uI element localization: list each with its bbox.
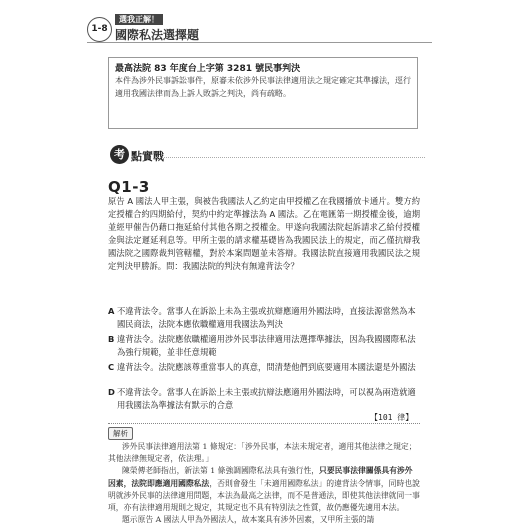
question-number: Q1-3	[108, 178, 150, 196]
chapter-title: 國際私法選擇題	[115, 28, 200, 42]
section-heading: 點實戰	[131, 150, 164, 163]
explanation-paragraph-1: 涉外民事法律適用法第 1 條規定：「涉外民事，本法未規定者，適用其他法律之規定；其他法律無規定者，依法理。」	[108, 442, 417, 464]
explanation-divider	[108, 423, 420, 424]
answer-source: 【101 律】	[370, 413, 414, 422]
case-title: 最高法院 83 年度台上字第 3281 號民事判決	[115, 64, 301, 74]
option-letter: D	[108, 387, 115, 397]
option-text: 不違背法令。當事人在訴訟上未主張或抗辯法應適用外國法時，可以視為兩造就適用我國法為準據法有默示的合意	[117, 387, 416, 410]
section-divider	[155, 157, 425, 158]
exam-icon: 考	[110, 145, 129, 164]
title-divider	[87, 42, 432, 43]
explanation-text: ，否則會發生「未適用國際私法」的違背法令情事，同時也說明就涉外民事的法律適用問題，本法為最高之法律，而不是普通法，即使其他法律就同一事項，亦有法律適用規則之規定，其規定也不具有特別法之性質，故仍應優先適用本法。	[108, 478, 420, 513]
explanation-paragraph-3: 題示原告 A 國法人甲為外國法人，故本案具有涉外因素，又甲所主張的請	[122, 515, 375, 525]
option-d	[108, 386, 420, 412]
case-body: 本件為涉外民事訴訟事件，原審未依涉外民事法律適用法之規定確定其準據法，逕行適用我國法律而為上訴人敗訴之判決，尚有疏略。	[115, 76, 411, 98]
option-c	[108, 361, 420, 374]
section-tag: 選我正解！	[115, 14, 163, 25]
question-stem: 原告 A 國法人甲主張，與被告我國法人乙約定由甲授權乙在我國播放卡通片。雙方約定授權合約四期給付，契約中約定準據法為 A 國法。乙在電匯第一期授權金後，逾期並經甲催告仍藉口拖延給付其他各期之授權金。甲遂向我國法院起訴請求乙給付授權金與法定遲延利息等。甲所主張的請求權基礎皆為我國民法上的規定，而乙僅抗辯我國法院之國際裁判管轄權，對於本案問題並未答辯。我國法院直接適用我國民法之規定判決甲勝訴。問：我國法院的判決有無違背法令？	[108, 196, 420, 271]
explanation-paragraph-2	[108, 465, 420, 514]
option-letter: C	[108, 362, 115, 372]
case-box	[108, 57, 418, 129]
option-text: 不違背法令。當事人在訴訟上未為主張或抗辯應適用外國法時，直接法源當然為本國民商法，法院本應依職權適用我國法為判決	[117, 306, 416, 329]
explanation-body	[108, 441, 420, 526]
explanation-text: 陳榮傳老師指出，新法第 1 條強調國際私法具有強行性，	[122, 466, 320, 476]
explanation-tag: 解析	[108, 427, 133, 440]
option-letter: A	[108, 306, 115, 316]
option-text: 違背法令。法院應該尊重當事人的真意，問清楚他們到底要適用本國法還是外國法	[117, 362, 416, 372]
option-text: 違背法令。法院應依職權適用涉外民事法律適用法選擇準據法，因為我國國際私法為強行規範，並非任意規範	[117, 334, 416, 357]
option-b	[108, 333, 420, 359]
option-a	[108, 305, 420, 331]
explanation-emphasis: 只要民事法律關係具有涉外因素，法院即應適用國際私法	[108, 466, 413, 488]
option-letter: B	[108, 334, 115, 344]
page-number-badge: 1-8	[87, 17, 112, 42]
